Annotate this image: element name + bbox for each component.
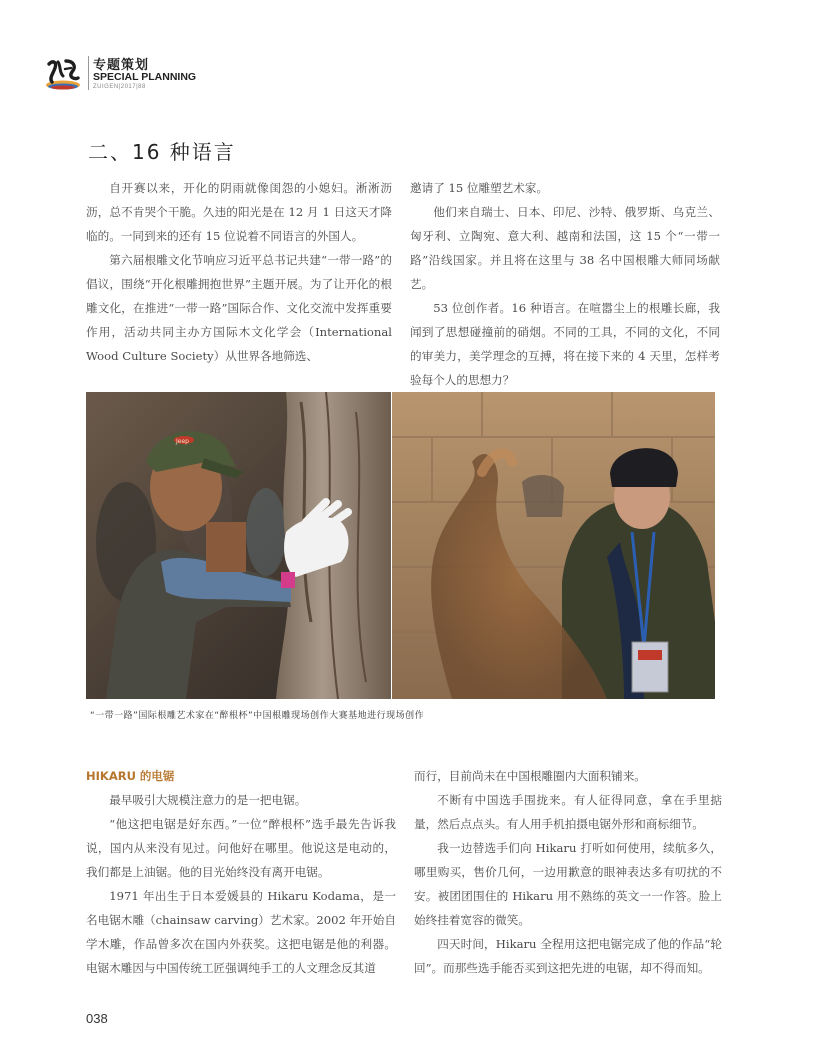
- paragraph: 53 位创作者。16 种语言。在喧嚣尘上的根雕长廊，我闻到了思想碰撞前的硝烟。不同的工具，不同的文化，不同的审美力，美学理念的互搏，将在接下来的 4 天里，怎样考验每个人的思想力？: [410, 301, 720, 387]
- header-divider: [88, 56, 89, 90]
- cap-text: Jeep: [176, 438, 189, 445]
- section-name-cn: 专题策划: [93, 58, 150, 73]
- paragraph: 最早吸引大规模注意力的是一把电锯。: [109, 793, 307, 807]
- page-header: [44, 50, 244, 96]
- paragraph: 四天时间，Hikaru 全程用这把电锯完成了他的作品“轮回”。而那些选手能否买到这把先进的电锯，却不得而知。: [414, 937, 722, 975]
- photo-artist-observing-image: [392, 392, 715, 699]
- paragraph: 我一边替选手们向 Hikaru 打听如何使用，续航多久，哪里购买，售价几何，一边用歉意的眼神表达多有叨扰的不安。被团团围住的 Hikaru 用不熟练的英文一一作答。脸上始终挂着宽容的微笑。: [414, 841, 722, 927]
- paragraph: 第六届根雕文化节响应习近平总书记共建“一带一路”的倡议，围绕“开化根雕拥抱世界”主题开展。为了让开化的根雕文化，在推进“一带一路”国际合作、文化交流中发挥重要作用，活动共同主办方国际木文化学会（International Wood Culture Society）从世界各地筛选、: [86, 253, 392, 363]
- section-name-en: SPECIAL PLANNING: [93, 71, 197, 83]
- paragraph: 自开赛以来，开化的阴雨就像闺怨的小媳妇。淅淅沥沥，总不肯哭个干脆。久违的阳光是在 12 月 1 日这天才降临的。一同到来的还有 15 位说着不同语言的外国人。: [86, 181, 392, 243]
- issue-meta: ZUIGEN|2017|88: [93, 84, 146, 90]
- photo-artist-carving: [86, 392, 391, 699]
- paragraph: 1971 年出生于日本爱媛县的 Hikaru Kodama，是一名电锯木雕（chainsaw carving）艺术家。2002 年开始自学木雕，作品曾多次在国内外获奖。这把电锯是他的利器。电锯木雕因与中国传统工匠强调纯手工的人文理念反其道: [86, 889, 396, 975]
- photo-caption: “一带一路”国际根雕艺术家在“醉根杯”中国根雕现场创作大赛基地进行现场创作: [90, 711, 425, 721]
- paragraph: 他们来自瑞士、日本、印尼、沙特、俄罗斯、乌克兰、匈牙利、立陶宛、意大利、越南和法国，这 15 个“一带一路”沿线国家。并且将在这里与 38 名中国根雕大师同场献艺。: [410, 205, 720, 291]
- article-column-top-right: [410, 176, 720, 392]
- paragraph: “他这把电锯是好东西。”一位“醉根杯”选手最先告诉我说，国内从来没有见过。问他好在哪里。他说这是电动的，我们都是上油锯。他的目光始终没有离开电锯。: [86, 817, 396, 879]
- section-title: 二、16 种语言: [88, 140, 236, 164]
- paragraph: 不断有中国选手围拢来。有人征得同意，拿在手里掂量，然后点点头。有人用手机拍摄电锯外形和商标细节。: [414, 793, 722, 831]
- article-column-top-left: [86, 176, 392, 368]
- subheading: HIKARU 的电锯: [86, 769, 175, 783]
- paragraph: 而行，目前尚未在中国根雕圈内大面积铺来。: [414, 769, 646, 783]
- article-column-bottom-left: [86, 764, 396, 980]
- photo-artist-carving-image: [86, 392, 391, 699]
- photo-artist-observing: [392, 392, 715, 699]
- article-column-bottom-right: [414, 764, 722, 980]
- paragraph: 邀请了 15 位雕塑艺术家。: [410, 181, 549, 195]
- page-number: 038: [86, 1011, 108, 1026]
- magazine-logo: [44, 56, 82, 92]
